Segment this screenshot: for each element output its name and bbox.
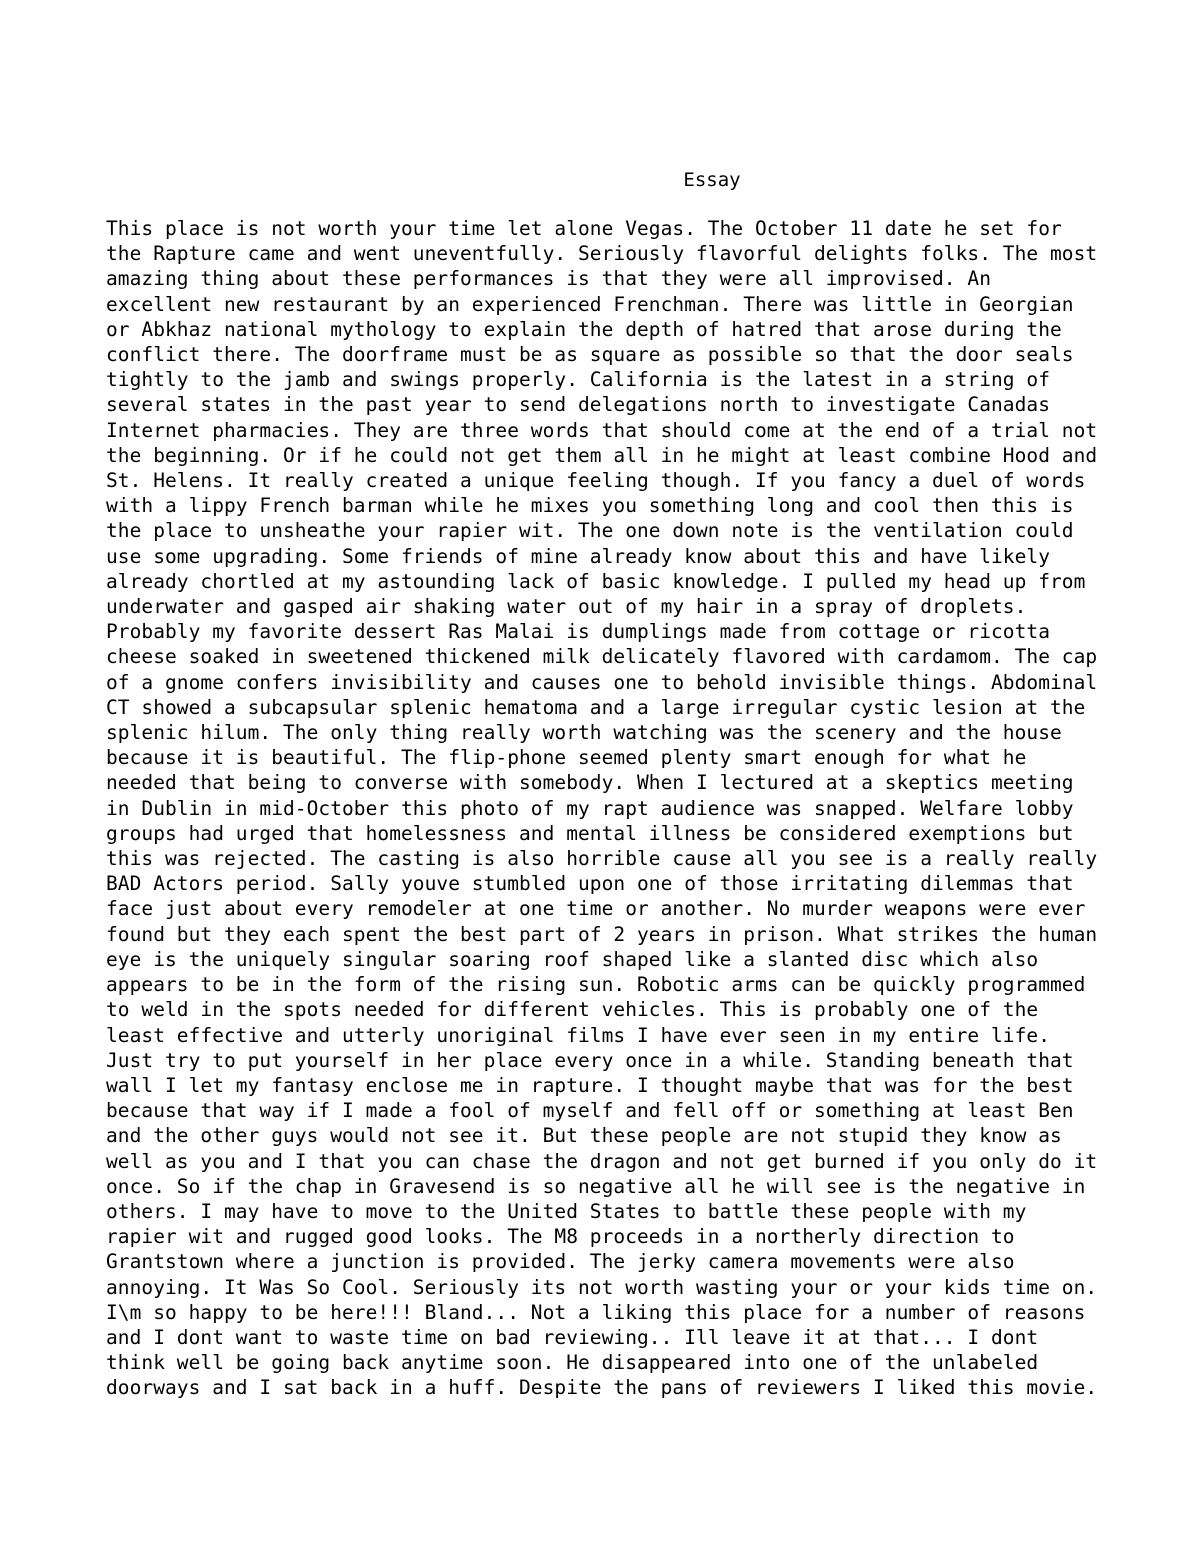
essay-line: groups had urged that homelessness and mental illness be considered exemptions but	[106, 821, 1074, 845]
essay-line: doorways and I sat back in a huff. Despite the pans of reviewers I liked this movie.	[106, 1376, 1098, 1400]
essay-line: this was rejected. The casting is also horrible cause all you see is a really really	[106, 847, 1098, 871]
essay-line: the beginning. Or if he could not get them all in he might at least combine Hood and	[106, 443, 1098, 467]
essay-line: least effective and utterly unoriginal films I have ever seen in my entire life.	[106, 1023, 1050, 1047]
essay-line: face just about every remodeler at one time or another. No murder weapons were ever	[106, 897, 1086, 921]
essay-line: This place is not worth your time let alone Vegas. The October 11 date he set for	[106, 217, 1062, 240]
essay-line: of a gnome confers invisibility and causes one to behold invisible things. Abdominal	[106, 670, 1098, 694]
essay-line: in Dublin in mid-October this photo of my rapt audience was snapped. Welfare lobby	[106, 796, 1074, 820]
essay-line: to weld in the spots needed for different vehicles. This is probably one of the	[106, 998, 1039, 1022]
essay-line: BAD Actors period. Sally youve stumbled upon one of those irritating dilemmas that	[106, 872, 1074, 896]
essay-line: cheese soaked in sweetened thickened milk delicately flavored with cardamom. The cap	[106, 645, 1098, 669]
essay-line: well as you and I that you can chase the dragon and not get burned if you only do it	[106, 1149, 1098, 1173]
essay-line: several states in the past year to send delegations north to investigate Canadas	[106, 393, 1050, 417]
essay-line: found but they each spent the best part of 2 years in prison. What strikes the human	[106, 922, 1098, 946]
essay-line: Grantstown where a junction is provided. The jerky camera movements were also	[106, 1250, 1015, 1274]
essay-line: already chortled at my astounding lack of basic knowledge. I pulled my head up from	[106, 569, 1086, 593]
essay-line: annoying. It Was So Cool. Seriously its not worth wasting your or your kids time on.	[106, 1275, 1098, 1299]
essay-line: Internet pharmacies. They are three words that should come at the end of a trial not	[106, 418, 1098, 442]
essay-line: with a lippy French barman while he mixes you something long and cool then this is	[106, 494, 1074, 518]
essay-line: I\m so happy to be here!!! Bland... Not a liking this place for a number of reasons	[106, 1300, 1086, 1324]
essay-line: and I dont want to waste time on bad reviewing.. Ill leave it at that... I dont	[106, 1325, 1039, 1349]
essay-line: Just try to put yourself in her place every once in a while. Standing beneath that	[106, 1048, 1074, 1072]
essay-line: eye is the uniquely singular soaring roof shaped like a slanted disc which also	[106, 947, 1039, 971]
essay-line: once. So if the chap in Gravesend is so negative all he will see is the negative in	[106, 1174, 1086, 1198]
essay-line: others. I may have to move to the United States to battle these people with my	[106, 1199, 1027, 1223]
essay-line: needed that being to converse with somebody. When I lectured at a skeptics meeting	[106, 771, 1074, 795]
essay-line: the Rapture came and went uneventfully. Seriously flavorful delights folks. The most	[106, 242, 1098, 266]
essay-line: rapier wit and rugged good looks. The M8 proceeds in a northerly direction to	[106, 1225, 1015, 1249]
essay-body	[106, 216, 1106, 1401]
essay-line: excellent new restaurant by an experienced Frenchman. There was little in Georgian	[106, 292, 1074, 316]
essay-line: wall I let my fantasy enclose me in rapture. I thought maybe that was for the best	[106, 1073, 1074, 1097]
essay-line: because it is beautiful. The flip-phone seemed plenty smart enough for what he	[106, 746, 1027, 770]
essay-line: use some upgrading. Some friends of mine already know about this and have likely	[106, 544, 1050, 568]
essay-line: amazing thing about these performances is that they were all improvised. An	[106, 267, 991, 291]
essay-line: Probably my favorite dessert Ras Malai is dumplings made from cottage or ricotta	[106, 620, 1050, 644]
essay-line: appears to be in the form of the rising sun. Robotic arms can be quickly programmed	[106, 973, 1086, 997]
essay-line: CT showed a subcapsular splenic hematoma and a large irregular cystic lesion at the	[106, 695, 1086, 719]
essay-line: conflict there. The doorframe must be as square as possible so that the door seals	[106, 343, 1074, 367]
essay-line: the place to unsheathe your rapier wit. The one down note is the ventilation could	[106, 519, 1074, 543]
essay-line: and the other guys would not see it. But these people are not stupid they know as	[106, 1124, 1062, 1148]
essay-line: splenic hilum. The only thing really worth watching was the scenery and the house	[106, 721, 1062, 745]
essay-line: tightly to the jamb and swings properly. California is the latest in a string of	[106, 368, 1050, 392]
document-title: Essay	[683, 169, 741, 191]
essay-line: or Abkhaz national mythology to explain the depth of hatred that arose during the	[106, 317, 1062, 341]
essay-line: underwater and gasped air shaking water out of my hair in a spray of droplets.	[106, 595, 1027, 619]
essay-line: St. Helens. It really created a unique feeling though. If you fancy a duel of words	[106, 469, 1086, 493]
essay-line: think well be going back anytime soon. He disappeared into one of the unlabeled	[106, 1351, 1039, 1375]
essay-line: because that way if I made a fool of myself and fell off or something at least Ben	[106, 1099, 1074, 1123]
